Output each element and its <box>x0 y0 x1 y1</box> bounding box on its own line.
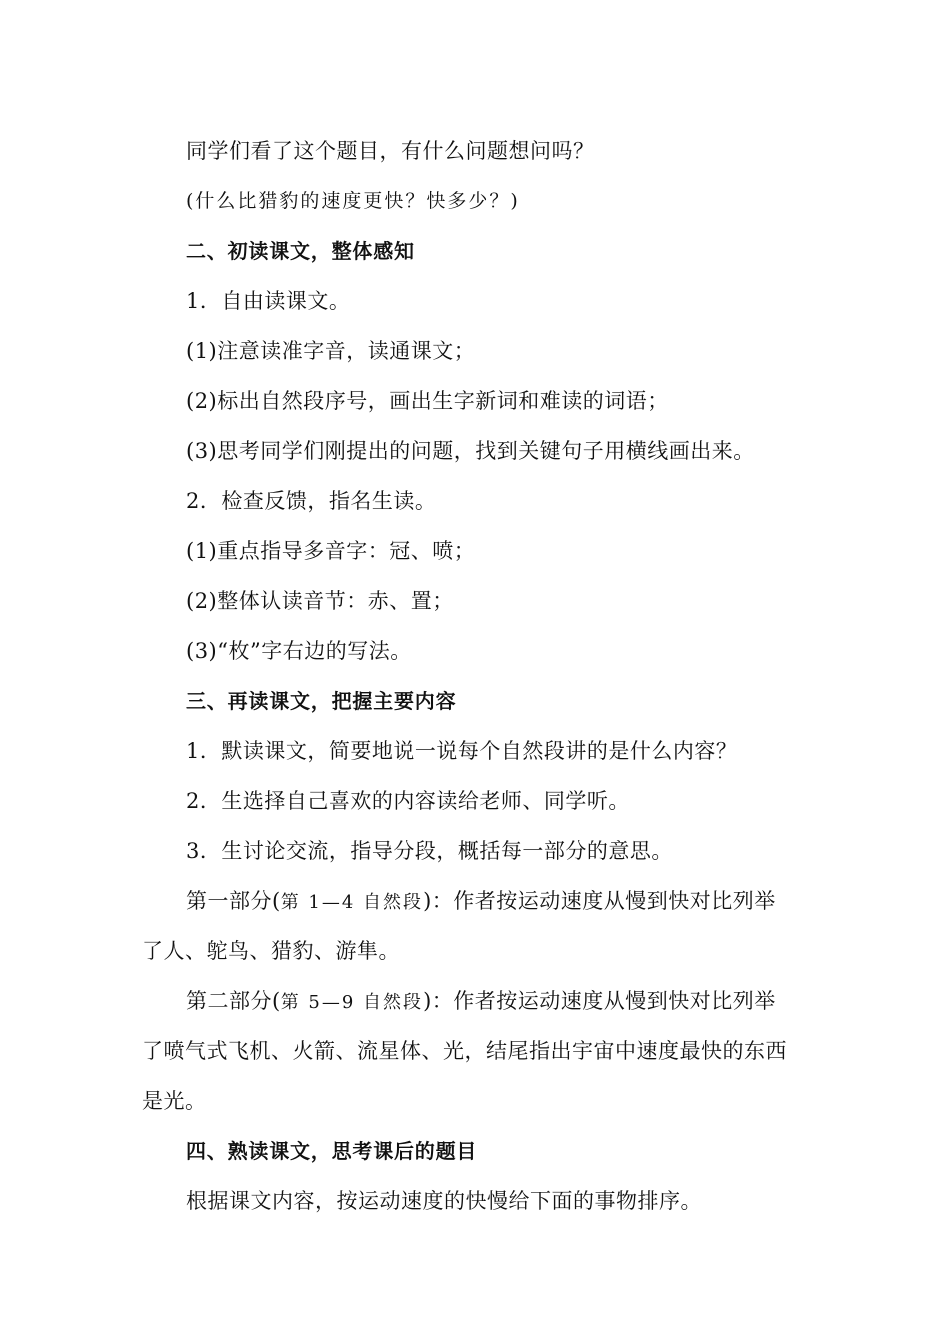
part-one-range: 第 1—4 自然段 <box>280 892 424 913</box>
part-one-lead: 第一部分( <box>186 889 281 913</box>
list-item: (1)注意读准字音，读通课文； <box>186 339 476 363</box>
part-two-summary <box>186 986 776 1018</box>
part-one-continuation: 了人、鸵鸟、猎豹、游隼。 <box>142 939 400 963</box>
list-item: (2)整体认读音节：赤、置； <box>186 589 454 613</box>
list-item: 2．检查反馈，指名生读。 <box>186 489 437 513</box>
list-item: (2)标出自然段序号，画出生字新词和难读的词语； <box>186 389 669 413</box>
section-heading-rereading: 三、再读课文，把握主要内容 <box>186 689 457 713</box>
list-item: (1)重点指导多音字：冠、喷； <box>186 539 476 563</box>
part-two-range: 第 5—9 自然段 <box>280 992 424 1013</box>
list-item: 1．默读课文，简要地说一说每个自然段讲的是什么内容？ <box>186 739 738 763</box>
section-heading-familiar-reading: 四、熟读课文，思考课后的题目 <box>186 1139 478 1163</box>
part-one-rest: )：作者按运动速度从慢到快对比列举 <box>423 889 776 913</box>
part-one-summary <box>186 886 776 918</box>
part-two-continuation-end: 是光。 <box>142 1089 207 1113</box>
question-note: (什么比猎豹的速度更快？快多少？) <box>186 190 520 212</box>
list-item: 3．生讨论交流，指导分段，概括每一部分的意思。 <box>186 839 673 863</box>
list-item: 1．自由读课文。 <box>186 289 351 313</box>
section-heading-initial-reading: 二、初读课文，整体感知 <box>186 239 415 263</box>
part-two-lead: 第二部分( <box>186 989 281 1013</box>
part-two-continuation: 了喷气式飞机、火箭、流星体、光，结尾指出宇宙中速度最快的东西 <box>142 1039 787 1063</box>
question-prompt: 同学们看了这个题目，有什么问题想问吗？ <box>186 139 595 163</box>
ordering-instruction: 根据课文内容，按运动速度的快慢给下面的事物排序。 <box>186 1189 702 1213</box>
list-item: (3)思考同学们刚提出的问题，找到关键句子用横线画出来。 <box>186 439 755 463</box>
part-two-rest: )：作者按运动速度从慢到快对比列举 <box>423 989 776 1013</box>
list-item: (3)“枚”字右边的写法。 <box>186 639 412 663</box>
list-item: 2．生选择自己喜欢的内容读给老师、同学听。 <box>186 789 630 813</box>
